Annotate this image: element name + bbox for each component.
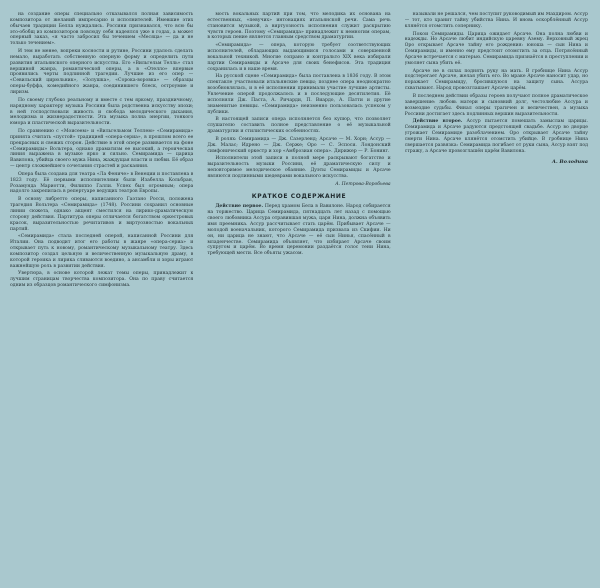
paragraph: В последнем действии образы героев получают полное драматическое завершение: любовь матери и сыновний долг, честолюбие Ассура и возмездие судьбы. Финал оперы трагичен и величествен, а музыка Россини достигает здесь подлинных вершин выразительности. — [404, 93, 588, 117]
record-sleeve-back — [10, 12, 588, 580]
paragraph: В основу либретто оперы, написанного Гаэтано Росси, положена трагедия Вольтера «Семирамида» (1748). Россини сохранил основные линии сюжета, однако акцент сместился на лирико-драматическую сторону действия. Партитура оперы отличается богатством оркестровых красок, выразительностью речитативов и виртуозностью вокальных партий. — [10, 197, 194, 232]
paragraph: Увертюра, в основе которой лежат темы оперы, принадлежит к лучшим страницам творчества композитора. Она по праву считается одним из образцов романтического симфонизма. — [10, 271, 194, 289]
act-one-text: Перед храмом Бела в Вавилоне. Народ собирается на торжество. Царица Семирамида, пятнадцать лет назад с помощью своего любовника Ассура отравившая мужа, царя Нина, должна объявить имя преемника. Ассур рассчитывает стать царём. Прибывает Арсаче — молодой военачальник, которого Семирамида призвала из Скифии. Ни он, ни царица не знают, что Арсаче — её сын Нинья, спасённый в младенчестве. Семирамида объявляет, что избирает Арсаче своим супругом и царём. Во время церемонии раздаётся голос тени Нина, требующей мести. Все объяты ужасом. — [207, 204, 391, 257]
author-signature: А. Володина — [551, 159, 588, 166]
paragraph: «Семирамида» — опера, которую требует соответствующих исполнителей, обладающих выдающимися голосами и совершенной вокальной техникой. Многие сопрано и контральто XIX века избирали партии Семирамиды и Арсаче для своих бенефисов. Эта традиция сохранилась и в наше время. — [207, 43, 391, 72]
paragraph: На русской сцене «Семирамида» была поставлена в 1836 году. В этом спектакле участвовали итальянские певцы; позднее опера неоднократно возобновлялась, и в её исполнении принимали участие лучшие артисты. Увлечение оперой продолжалось и в последующие десятилетия. Её исполняли Дж. Паста, А. Ричарди, П. Виардо, А. Патти и другие знаменитые певицы. «Семирамида» неизменно пользовалась успехом у публики. — [207, 74, 391, 115]
column-left — [10, 12, 193, 580]
act-two-text: Ассур пытается помешать замыслам царицы. Семирамида и Арсаче радуются предстоящей свадьбе. Ассур во дворце угрожает Семирамиде разоблачением. Оро открывает Арсаче тайну смерти Нина. Арсаче клянётся отомстить убийце. В гробнице Нина свершается развязка: Семирамида погибает от руки сына, Ассур взят под стражу, а Арсаче провозглашён царём Вавилона. — [404, 119, 588, 154]
paragraph: По своему глубоко реальному и вместе с тем яркому, праздничному, нарядному характеру музыка Россини была родственна искусству эпохи; в ней господствовали живость и свобода мелодического дыхания, мелодизма и жизнерадостности. Эта музыка полна энергии, тонкого юмора и пластической выразительности. — [10, 97, 194, 127]
paragraph: Опера была создана для театра «Ла Фениче» в Венеции и поставлена в 1823 году. Её первыми исполнителями были Изабелла Кольбран, Розамунда Мариотти, Филиппо Галли. Успех был огромным; опера надолго закрепилась в репертуаре ведущих театров Европы. — [10, 171, 194, 195]
paragraph: называли не решался, чем поступит руководимый им Махдиром. Ассур — тот, кто хранит тайну убийства Нина. И вновь оскорблённый Ассур клянётся отомстить сопернику. — [404, 12, 588, 29]
paragraph: мость вокальных партий при том, что мелодика их основана на естественных, «певучих» интонациях итальянской речи. Сама речь становится музыкой, а виртуозность исполнения служит раскрытию чувств героев. Поэтому «Семирамида» принадлежит к немногим операм, в которых пение является главным средством драматургии. — [207, 12, 391, 41]
paragraph: Покои Семирамиды. Царица ожидает Арсаче. Она полна любви и надежды. Но Арсаче любит индийскую царевну Азему. Верховный жрец Оро открывает Арсаче тайну его рождения: юноша — сын Нина и Семирамиды, и именно ему предстоит отомстить за отца. Потрясённый Арсаче встречается с матерью. Семирамида признаётся в преступлении и умоляет сына убить её. — [404, 31, 588, 66]
paragraph: «Семирамида» стала последней оперой, написанной Россини для Италии. Она подводит итог его работы в жанре «опера-сериа» и открывает путь к новому, романтическому музыкальному театру. Здесь композитор создал цельную и величественную музыкальную драму, в которой героика и лирика сливаются воедино, а ансамбли и хоры играют важнейшую роль в развитии действия. — [10, 234, 194, 269]
paragraph: В ролях: Семирамида — Дж. Сазерленд; Арсаче — М. Хорн; Ассур — Дж. Малас; Идрено — Дж. Серже; Оро — С. Эспоси. Лондонский симфонический оркестр и хор «Амброзиан опера». Дирижер — Р. Бонинг. — [207, 136, 391, 154]
paragraph: По сравнению с «Моисеем» и «Вильгельмом Теллем» «Семирамида» принята считать «пустой» традицией «опера-сериа», в прошлом всего ее прекрасных и свежих сторон. Действие в этой опере развивается на фоне «Семирамиды» Вольтера, однако драматизм ее высокий, а героическая линия выражена в музыке ярко и сильно. Семирамида — царица Вавилона, убийца своего мужа Нина, жаждущая власти и любви. Её образ — центр сложнейшего сочетания страстей и раскаяния. — [10, 129, 194, 170]
paragraph: Арсаче не в силах поднять руку на мать. В гробнице Нина Ассур подстерегает Арсаче, желая убить его. Во мраке Арсаче наносит удар, но поражает Семирамиду, бросившуюся на защиту сына. Ассура схватывают. Народ провозглашает Арсаче царём. — [404, 68, 588, 92]
summary-heading: КРАТКОЕ СОДЕРЖАНИЕ — [251, 192, 347, 200]
column-middle — [207, 12, 390, 580]
act-two-paragraph — [405, 119, 588, 154]
paragraph: В настоящей записи опера исполняется без купюр, что позволяет слушателю составить полное представление о её музыкальной драматургии и стилистических особенностях. — [207, 117, 391, 135]
paragraph: И тем не менее, вопреки косности и рутине, Россини удалось сделать немало, выработать собственную оперную форму и определить пути развития итальянского оперного искусства. Его «Вильгельм Телль» стал вершиной жанра, романтической оперы, а в «Отелло» впервые проявились черты подлинной трагедии. Лучшие из его опер — «Севильский цирюльник», «Золушка», «Сорока-воровка» — образцы оперы-буффа, комедийного жанра, соединившего блеск, остроумие и лиризм. — [10, 49, 194, 95]
paragraph: Исполнители этой записи в полной мере раскрывают богатство и выразительность музыки Россини, её драматическую силу и неповторимое мелодическое обаяние. Дуэты Семирамиды и Арсаче являются подлинными шедеврами вокального искусства. — [207, 156, 391, 179]
column-right — [405, 12, 588, 580]
act-one-paragraph — [207, 204, 390, 257]
paragraph: А. Петрова-Воробьева — [335, 181, 391, 187]
paragraph: на создание оперы специально отказывался полная зависимость композитора от желаний импресарио и исполнителей. Имевшие этих обычаев традиции Белла нуждались. Россини признавался, что всю бы это-обобщ из композиторов повсюду себя надеялся уже в годах, а может оперный заказ, «я часто забросил бы течением «Месяца» — да и не только течением». — [10, 12, 194, 47]
act-two-title: Действие второе. — [412, 119, 463, 125]
act-one-title: Действие первое. — [215, 204, 264, 210]
